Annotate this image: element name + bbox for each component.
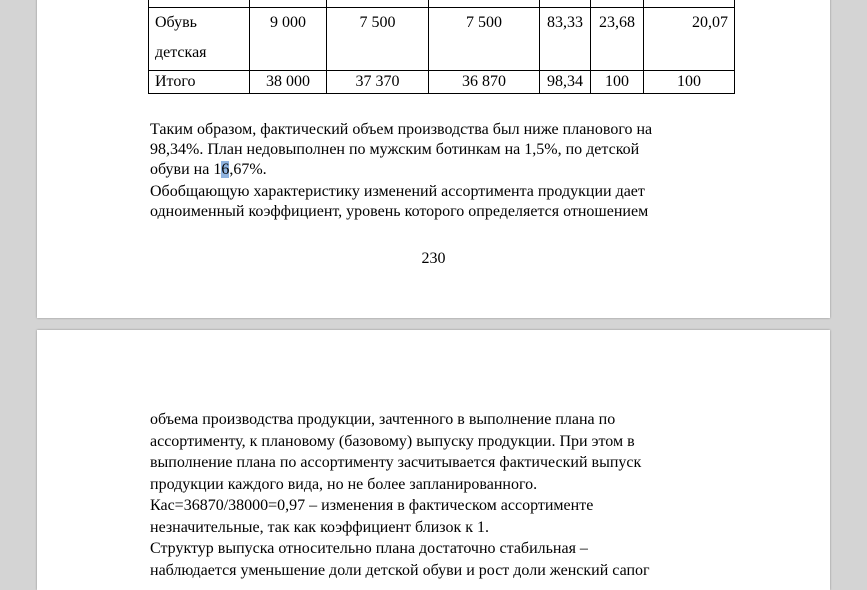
table-cell-name: Итого xyxy=(149,71,250,94)
text-line: выполнение плана по ассортименту засчитывается фактический выпуск xyxy=(150,454,642,471)
table-cell: 23,68 xyxy=(591,8,644,71)
table-cell: 9 000 xyxy=(250,8,327,71)
text-line: незначительные, так как коэффициент близок к 1. xyxy=(150,518,490,536)
table-cell: 98,34 xyxy=(540,71,591,94)
text-selection[interactable]: 6 xyxy=(221,161,230,178)
table-row-total xyxy=(149,71,735,94)
assortment-table xyxy=(148,0,735,94)
table-cell: 38 000 xyxy=(250,71,327,94)
table-cell: 100 xyxy=(644,71,735,94)
table-cell: 7 500 xyxy=(429,8,540,71)
table-cell: 7 500 xyxy=(327,8,429,71)
text-line: одноименный коэффициент, уровень которого определяется отношением xyxy=(150,203,649,220)
table-row-partial xyxy=(149,0,735,8)
text-line: Кас=36870/38000=0,97 – изменения в фактическом ассортименте xyxy=(150,497,594,514)
page-number: 230 xyxy=(421,250,446,267)
text-line: Таким образом, фактический объем производства был ниже планового на xyxy=(150,121,653,138)
table-row xyxy=(149,8,735,71)
document-page-230 xyxy=(37,0,830,318)
text-line: наблюдается уменьшение доли детской обуви и рост доли женский сапог xyxy=(150,561,650,579)
table-cell: 20,07 xyxy=(644,8,735,71)
text-line: ассортименту, к плановому (базовому) выпуску продукции. При этом в xyxy=(150,432,635,450)
paragraph-assortment xyxy=(150,182,735,222)
document-page-231 xyxy=(37,330,830,590)
text-line: обуви на 16,67%. xyxy=(150,161,267,178)
text-line: 98,34%. План недовыполнен по мужским ботинкам на 1,5%, по детской xyxy=(150,141,640,158)
text-line: объема производства продукции, зачтенного в выполнение плана по xyxy=(150,411,616,428)
table-cell: 36 870 xyxy=(429,71,540,94)
text-line: Структур выпуска относительно плана достаточно стабильная – xyxy=(150,540,588,557)
table-cell-name: Обувь детская xyxy=(149,8,250,71)
table-cell: 83,33 xyxy=(540,8,591,71)
text-line: Обобщающую характеристику изменений ассортимента продукции дает xyxy=(150,183,645,200)
table-cell: 37 370 xyxy=(327,71,429,94)
table-cell: 100 xyxy=(591,71,644,94)
text-line: продукции каждого вида, но не более запланированного. xyxy=(150,475,538,493)
paragraph-conclusion xyxy=(150,120,735,180)
paragraph-continuation xyxy=(150,409,735,581)
